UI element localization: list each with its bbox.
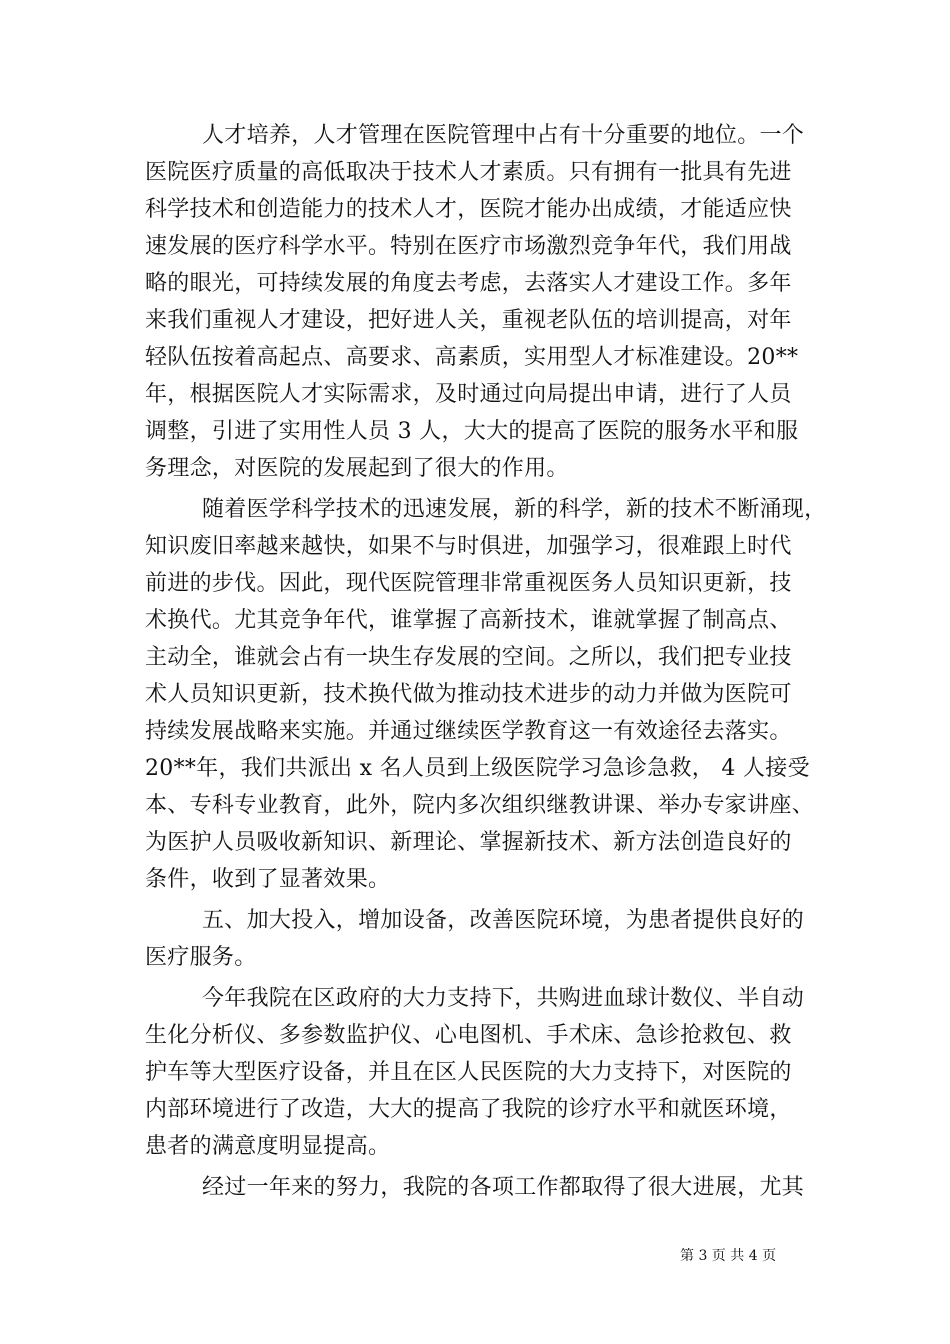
text-line: 条件，收到了显著效果。 (145, 867, 391, 892)
text-line: 速发展的医疗科学水平。特别在医疗市场激烈竞争年代，我们用战 (145, 234, 792, 259)
text-line: 轻队伍按着高起点、高要求、高素质，实用型人才标准建设。20** (145, 345, 799, 370)
text-line: 生化分析仪、多参数监护仪、心电图机、手术床、急诊抢救包、救 (145, 1023, 792, 1048)
text-line: 略的眼光，可持续发展的角度去考虑，去落实人才建设工作。多年 (145, 271, 792, 296)
text-line: 医院医疗质量的高低取决于技术人才素质。只有拥有一批具有先进 (145, 160, 792, 185)
text-line: 年，根据医院人才实际需求，及时通过向局提出申请，进行了人员 (145, 382, 792, 407)
text-line: 来我们重视人才建设，把好进人关，重视老队伍的培训提高，对年 (145, 308, 792, 333)
text-line: 主动全，谁就会占有一块生存发展的空间。之所以，我们把专业技 (145, 645, 792, 670)
text-line: 前进的步伐。因此，现代医院管理非常重视医务人员知识更新，技 (145, 571, 792, 596)
text-line: 术人员知识更新，技术换代做为推动技术进步的动力并做为医院可 (145, 682, 792, 707)
section-heading: 五、加大投入，增加设备，改善医院环境，为患者提供良好的 (202, 908, 805, 933)
text-line: 经过一年来的努力，我院的各项工作都取得了很大进展，尤其 (202, 1175, 805, 1200)
section-heading-cont: 医疗服务。 (145, 945, 257, 970)
text-line: 20**年，我们共派出 x 名人员到上级医院学习急诊急救， 4 人接受 (145, 756, 810, 781)
text-line: 护车等大型医疗设备，并且在区人民医院的大力支持下，对医院的 (145, 1060, 792, 1085)
text-line: 本、专科专业教育，此外，院内多次组织继教讲课、举办专家讲座、 (145, 793, 815, 818)
text-line: 知识废旧率越来越快，如果不与时俱进，加强学习，很难跟上时代 (145, 534, 792, 559)
text-line: 患者的满意度明显提高。 (145, 1134, 391, 1159)
text-line: 持续发展战略来实施。并通过继续医学教育这一有效途径去落实。 (145, 719, 792, 744)
text-line: 调整，引进了实用性人员 3 人，大大的提高了医院的服务水平和服 (145, 419, 799, 444)
page-number: 第 3 页 共 4 页 (680, 1248, 777, 1264)
text-line: 人才培养，人才管理在医院管理中占有十分重要的地位。一个 (202, 123, 805, 148)
text-line: 科学技术和创造能力的技术人才，医院才能办出成绩，才能适应快 (145, 197, 792, 222)
text-line: 为医护人员吸收新知识、新理论、掌握新技术、新方法创造良好的 (145, 830, 792, 855)
text-line: 务理念，对医院的发展起到了很大的作用。 (145, 456, 569, 481)
text-line: 内部环境进行了改造，大大的提高了我院的诊疗水平和就医环境， (145, 1097, 792, 1122)
text-line: 随着医学科学技术的迅速发展，新的科学，新的技术不断涌现， (202, 497, 827, 522)
text-line: 今年我院在区政府的大力支持下，共购进血球计数仪、半自动 (202, 986, 805, 1011)
text-line: 术换代。尤其竞争年代，谁掌握了高新技术，谁就掌握了制高点、 (145, 608, 792, 633)
